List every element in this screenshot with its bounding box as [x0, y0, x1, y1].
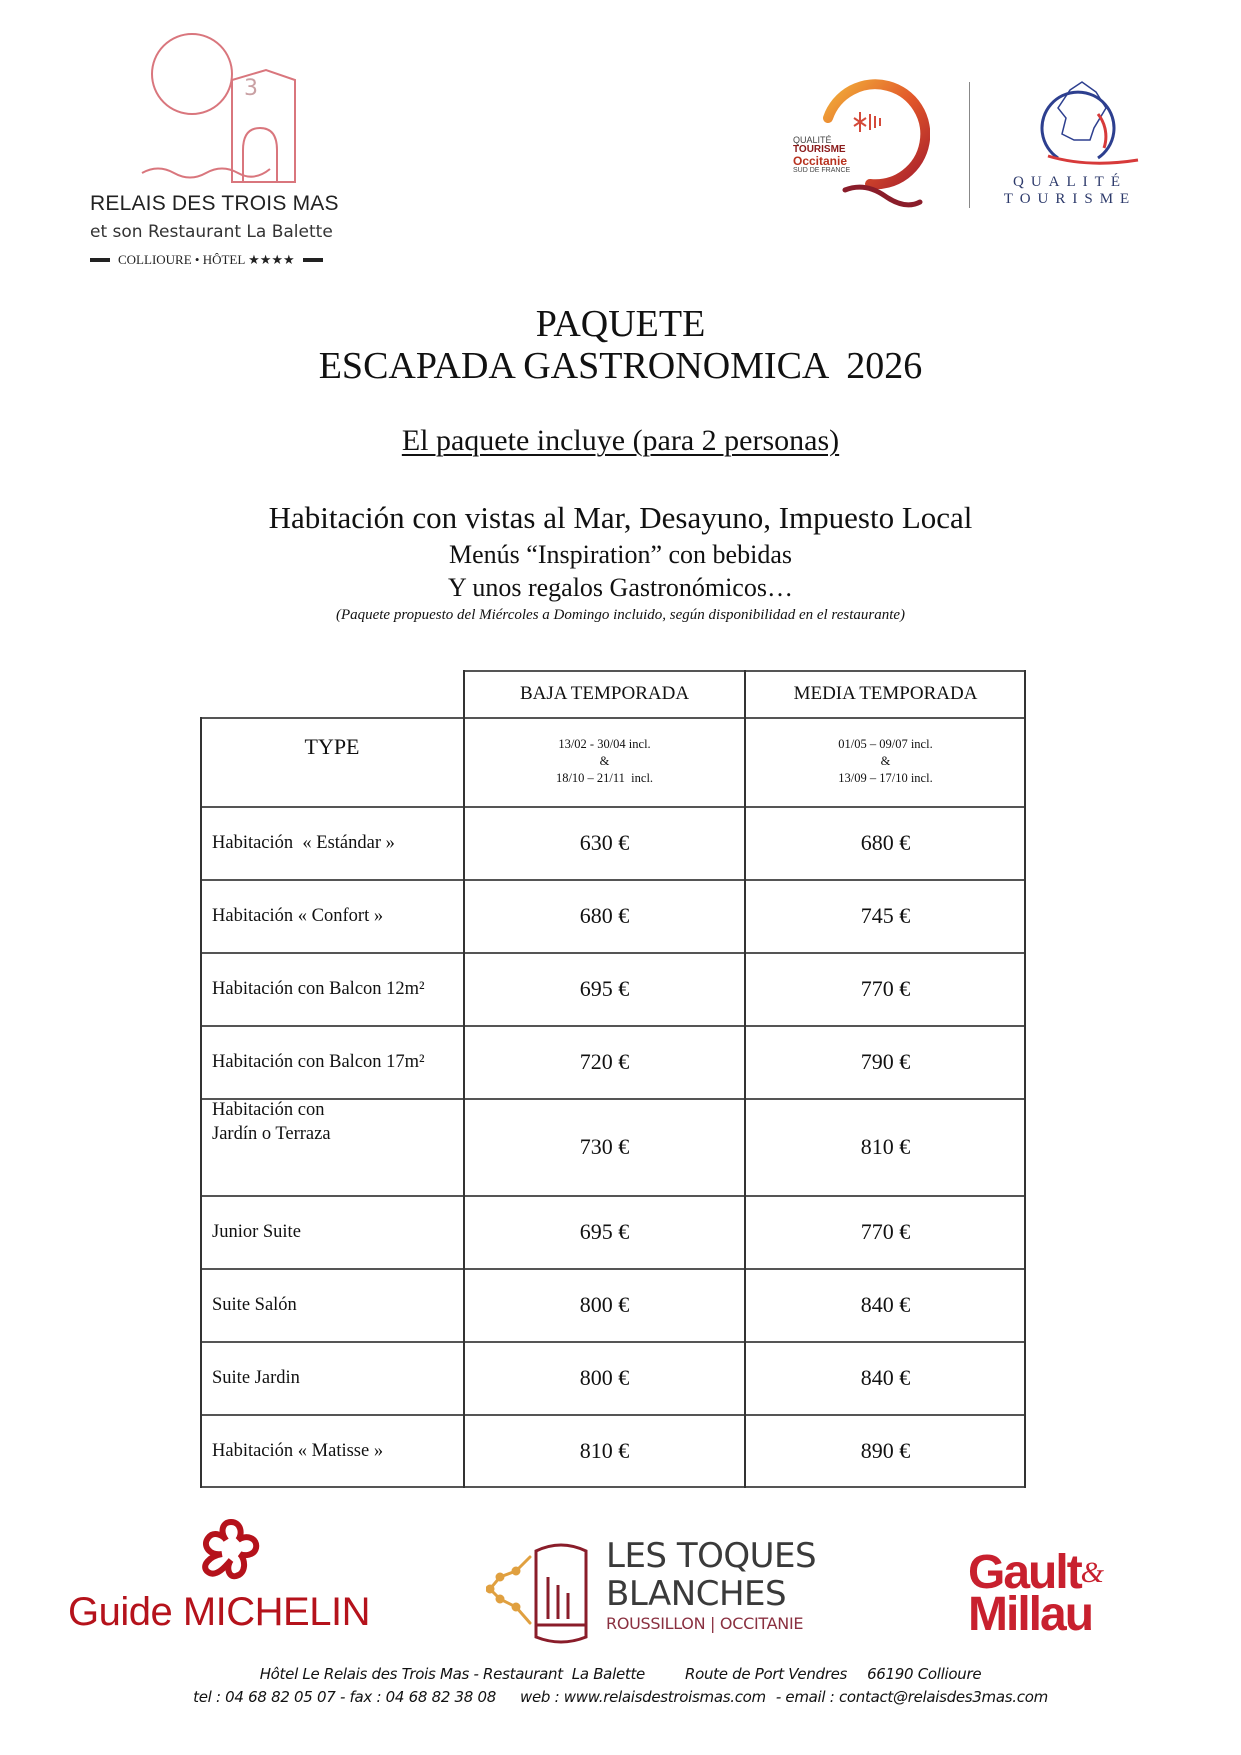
toques-line2: BLANCHES	[606, 1574, 787, 1614]
column-header-media: MEDIA TEMPORADA	[793, 682, 978, 704]
divider-bar	[90, 258, 110, 262]
occitanie-line4: SUD DE FRANCE	[793, 167, 851, 174]
date-range: 13/09 – 17/10 incl.	[838, 771, 933, 785]
page-title-line2: ESCAPADA GASTRONOMICA 2026	[318, 345, 923, 387]
qualite-tourisme-text	[1000, 174, 1140, 208]
room-type: Habitación con Balcon 12m²	[212, 978, 425, 999]
table-rule	[1024, 670, 1026, 1488]
footer-address	[0, 1665, 1241, 1683]
room-type: Suite Salón	[212, 1294, 297, 1315]
price-media: 840 €	[860, 1291, 911, 1317]
qualite-tourisme-q-icon	[1018, 78, 1148, 170]
season-dates-media	[745, 717, 1026, 806]
room-type	[200, 1098, 464, 1195]
column-header-type: TYPE	[304, 734, 360, 759]
price-media: 810 €	[860, 1133, 911, 1159]
toques-blanches-logo	[486, 1537, 596, 1645]
toques-wordmark	[606, 1537, 816, 1613]
price-media: 840 €	[860, 1364, 911, 1390]
footer-road: Route de Port Vendres	[684, 1665, 848, 1683]
table-rule	[744, 670, 746, 1488]
price-baja: 695 €	[579, 975, 630, 1001]
price-baja: 720 €	[579, 1048, 630, 1074]
table-rule	[200, 1098, 1026, 1100]
room-type-line: Habitación con	[212, 1100, 325, 1120]
toques-region: ROUSSILLON | OCCITANIE	[606, 1614, 804, 1633]
includes-item: Menús “Inspiration” con bebidas	[449, 540, 792, 569]
gault-word: Gault	[968, 1546, 1081, 1599]
price-media: 770 €	[860, 1218, 911, 1244]
divider-bar	[303, 258, 323, 262]
footer-email-link[interactable]: - email : contact@relaisdes3mas.com	[775, 1688, 1048, 1706]
qualite-line1: QUALITÉ	[1013, 174, 1127, 190]
room-type: Habitación « Matisse »	[212, 1440, 384, 1461]
price-baja: 810 €	[579, 1437, 630, 1463]
brand-name: RELAIS DES TROIS MAS	[90, 192, 339, 215]
table-rule	[200, 1414, 1026, 1416]
toques-line1: LES TOQUES	[606, 1536, 817, 1576]
date-ampersand: &	[880, 754, 891, 768]
availability-note: (Paquete propuesto del Miércoles a Domingo incluido, según disponibilidad en el restaurante)	[335, 607, 906, 623]
hotel-logo-mark-icon	[140, 30, 310, 190]
room-type-line: Jardín o Terraza	[212, 1124, 331, 1144]
room-type: Habitación « Confort »	[212, 905, 384, 926]
date-range: 01/05 – 09/07 incl.	[838, 737, 933, 751]
price-baja: 695 €	[579, 1218, 630, 1244]
price-baja: 630 €	[579, 829, 630, 855]
toques-toque-icon	[486, 1537, 596, 1645]
footer-contact	[0, 1688, 1241, 1706]
michelin-wordmark: Guide MICHELIN	[68, 1590, 370, 1634]
price-baja: 730 €	[579, 1133, 630, 1159]
logo-numeral: 3	[244, 76, 258, 101]
table-rule	[463, 670, 465, 1488]
table-rule	[200, 717, 202, 1488]
column-header-baja: BAJA TEMPORADA	[519, 682, 690, 704]
includes-heading	[0, 424, 1241, 458]
date-range: 13/02 - 30/04 incl.	[558, 737, 651, 751]
brand-subtitle: et son Restaurant La Balette	[90, 222, 333, 242]
season-dates-baja	[464, 717, 745, 806]
occitanie-line3: Occitanie	[793, 154, 848, 168]
brand-location	[90, 252, 360, 268]
footer-city: 66190 Collioure	[867, 1665, 982, 1683]
price-table	[200, 670, 1026, 1488]
table-rule	[200, 879, 1026, 881]
occitanie-label-text	[793, 136, 850, 174]
footer-hotel: Hôtel Le Relais des Trois Mas - Restaurant La Balette	[259, 1665, 645, 1683]
includes-item: Habitación con vistas al Mar, Desayuno, Impuesto Local	[268, 500, 973, 535]
footer-phone-fax: tel : 04 68 82 05 07 - fax : 04 68 82 38 08	[193, 1688, 496, 1706]
date-range: 18/10 – 21/11 incl.	[555, 771, 654, 785]
price-media: 770 €	[860, 975, 911, 1001]
table-rule	[200, 1486, 1026, 1488]
gault-millau-logo	[968, 1546, 1105, 1641]
table-rule	[200, 952, 1026, 954]
table-rule	[200, 717, 1026, 719]
brand-location-text: COLLIOURE • HÔTEL ★★★★	[118, 252, 295, 267]
room-type: Suite Jardin	[212, 1367, 300, 1388]
michelin-star-icon	[196, 1516, 266, 1584]
date-ampersand: &	[599, 754, 610, 768]
millau-word: Millau	[968, 1588, 1093, 1641]
includes-heading-text: El paquete incluye (para 2 personas)	[401, 424, 840, 457]
room-type: Habitación con Balcon 17m²	[212, 1051, 425, 1072]
table-rule	[200, 806, 1026, 808]
table-rule	[200, 1341, 1026, 1343]
qualite-line2: TOURISME	[1003, 191, 1137, 207]
price-media: 745 €	[860, 902, 911, 928]
price-media: 890 €	[860, 1437, 911, 1463]
price-media: 790 €	[860, 1048, 911, 1074]
qualite-tourisme-logo	[1018, 78, 1148, 170]
table-rule	[200, 1268, 1026, 1270]
page-title-line1: PAQUETE	[535, 303, 706, 345]
hotel-logo	[140, 30, 310, 190]
includes-item: Y unos regalos Gastronómicos…	[448, 573, 793, 602]
room-type: Habitación « Estándar »	[212, 832, 395, 853]
price-media: 680 €	[860, 829, 911, 855]
table-rule	[200, 1025, 1026, 1027]
header-divider	[969, 82, 970, 208]
footer-web-link[interactable]: web : www.relaisdestroismas.com	[519, 1688, 766, 1706]
price-baja: 800 €	[579, 1364, 630, 1390]
ampersand: &	[1080, 1556, 1105, 1589]
room-type: Junior Suite	[212, 1221, 301, 1242]
price-baja: 680 €	[579, 902, 630, 928]
occitanie-line1: QUALITÉ	[793, 135, 832, 145]
price-baja: 800 €	[579, 1291, 630, 1317]
table-rule	[200, 1195, 1026, 1197]
michelin-logo	[196, 1516, 266, 1584]
occitanie-line2: TOURISME	[793, 144, 846, 155]
